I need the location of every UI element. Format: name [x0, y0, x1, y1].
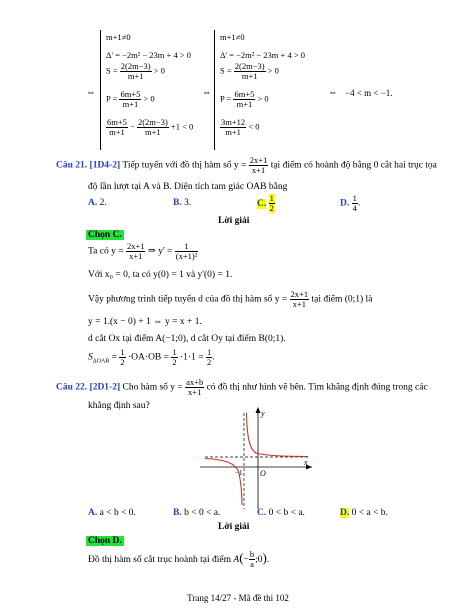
question-tag: [1D4-2]: [89, 160, 121, 171]
option-c[interactable]: C. 0 < b < a.: [257, 508, 305, 518]
solution-step-4: y = 1.(x − 0) + 1 ⇔ y = x + 1.: [88, 317, 202, 327]
option-b[interactable]: B. 3.: [173, 198, 192, 208]
condition-4: P = $\frac{6m+5}{m+1}$ > 0: [106, 89, 155, 109]
option-a[interactable]: A. 2.: [88, 198, 107, 208]
curve-left-branch: [205, 459, 242, 506]
x-axis-label: x: [304, 458, 308, 467]
page-footer: Trang 14/27 - Mã đề thi 102: [187, 593, 289, 603]
question-label: Câu 22.: [56, 382, 88, 393]
condition-3: S = $\frac{2(2m-3)}{m+1}$ > 0: [106, 61, 165, 81]
solution-step-6: $S_{\Delta OAB}$ = $\frac{1}{2}$ ·OA·OB = $\frac{1}{2}$ ·1·1 = $\frac{1}{2}$ .: [88, 347, 215, 367]
condition-2: Δ' = −2m² − 23m + 4 > 0: [106, 50, 191, 60]
equivalence-symbol: ⇔: [328, 88, 338, 98]
tick-label: −1: [235, 469, 243, 477]
solution-step-3: Vậy phương trình tiếp tuyến d của đồ thị hàm số y = $\frac{2x+1}{x+1}$ tại điểm (0;1) là: [88, 289, 373, 309]
origin-label: O: [260, 469, 266, 478]
condition-5: $\frac{6m+5}{m+1}$ − $\frac{2(2m-3)}{m+1}$ +1 < 0: [107, 117, 194, 137]
question-22-line1: Câu 22. [2D1-2] Cho hàm số y = $\frac{ax+b}{x+1}$ có đồ thị như hình vẽ bên. Tìm khẳng định đúng trong các: [56, 377, 428, 397]
solution-heading: Lời giải: [218, 522, 250, 532]
solution-step-5: d cắt Ox tại điểm A(−1;0), d cắt Oy tại điểm B(0;1).: [88, 334, 286, 344]
option-b[interactable]: B. b < 0 < a.: [173, 508, 221, 518]
equivalence-symbol: ⇔: [202, 88, 212, 98]
chosen-answer: Chọn C.: [88, 230, 122, 240]
solution-step-2: Với x₀ = 0, ta có y(0) = 1 và y'(0) = 1.: [88, 270, 233, 280]
question-label: Câu 21.: [56, 160, 88, 171]
y-axis-label: y: [261, 409, 265, 418]
condition-1: m+1≠0: [106, 32, 131, 42]
result-interval: −4 < m < −1.: [345, 88, 393, 98]
option-c[interactable]: C. $\frac{1}{2}$: [257, 193, 274, 213]
condition-2: Δ' = −2m² − 23m + 4 > 0: [220, 50, 305, 60]
condition-4: P = $\frac{6m+5}{m+1}$ > 0: [220, 89, 269, 109]
question-tag: [2D1-2]: [89, 382, 121, 393]
equivalence-symbol: ⇔: [86, 88, 96, 98]
solution-step-1: Ta có y = $\frac{2x+1}{x+1}$ ⇒ y' = $\frac{1}{\text{(x+1)²}}$: [88, 241, 198, 261]
solution-heading: Lời giải: [218, 216, 250, 226]
condition-1: m+1≠0: [220, 32, 245, 42]
curve-right-branch: [247, 413, 309, 457]
condition-3: S = $\frac{2(2m-3)}{m+1}$ > 0: [220, 61, 279, 81]
chosen-answer: Chọn D.: [88, 536, 122, 546]
question-22-line2: khẳng định sau?: [88, 401, 150, 411]
option-d[interactable]: D. 0 < a < b.: [340, 508, 388, 518]
inequality-system-1: [100, 30, 206, 150]
inequality-system-2: [214, 30, 320, 150]
question-21-line2: độ lần lượt tại A và B. Diện tích tam giác OAB bằng: [88, 182, 288, 192]
option-a[interactable]: A. a < b < 0.: [88, 508, 136, 518]
function-graph: [200, 405, 315, 510]
question-21-line1: Câu 21. [1D4-2] Tiếp tuyến với đồ thị hàm số y = $\frac{2x+1}{x+1}$ tại điểm có hoành độ bằng 0 cắt hai trục tọa: [56, 155, 437, 175]
option-d[interactable]: D. $\frac{1}{4}$ .: [340, 193, 361, 213]
condition-5: $\frac{3m+12}{m+1}$ < 0: [221, 117, 260, 137]
solution-step-1: Đồ thị hàm số cắt trục hoành tại điểm A(− $\frac{b}{a}$ ;0).: [88, 549, 270, 570]
